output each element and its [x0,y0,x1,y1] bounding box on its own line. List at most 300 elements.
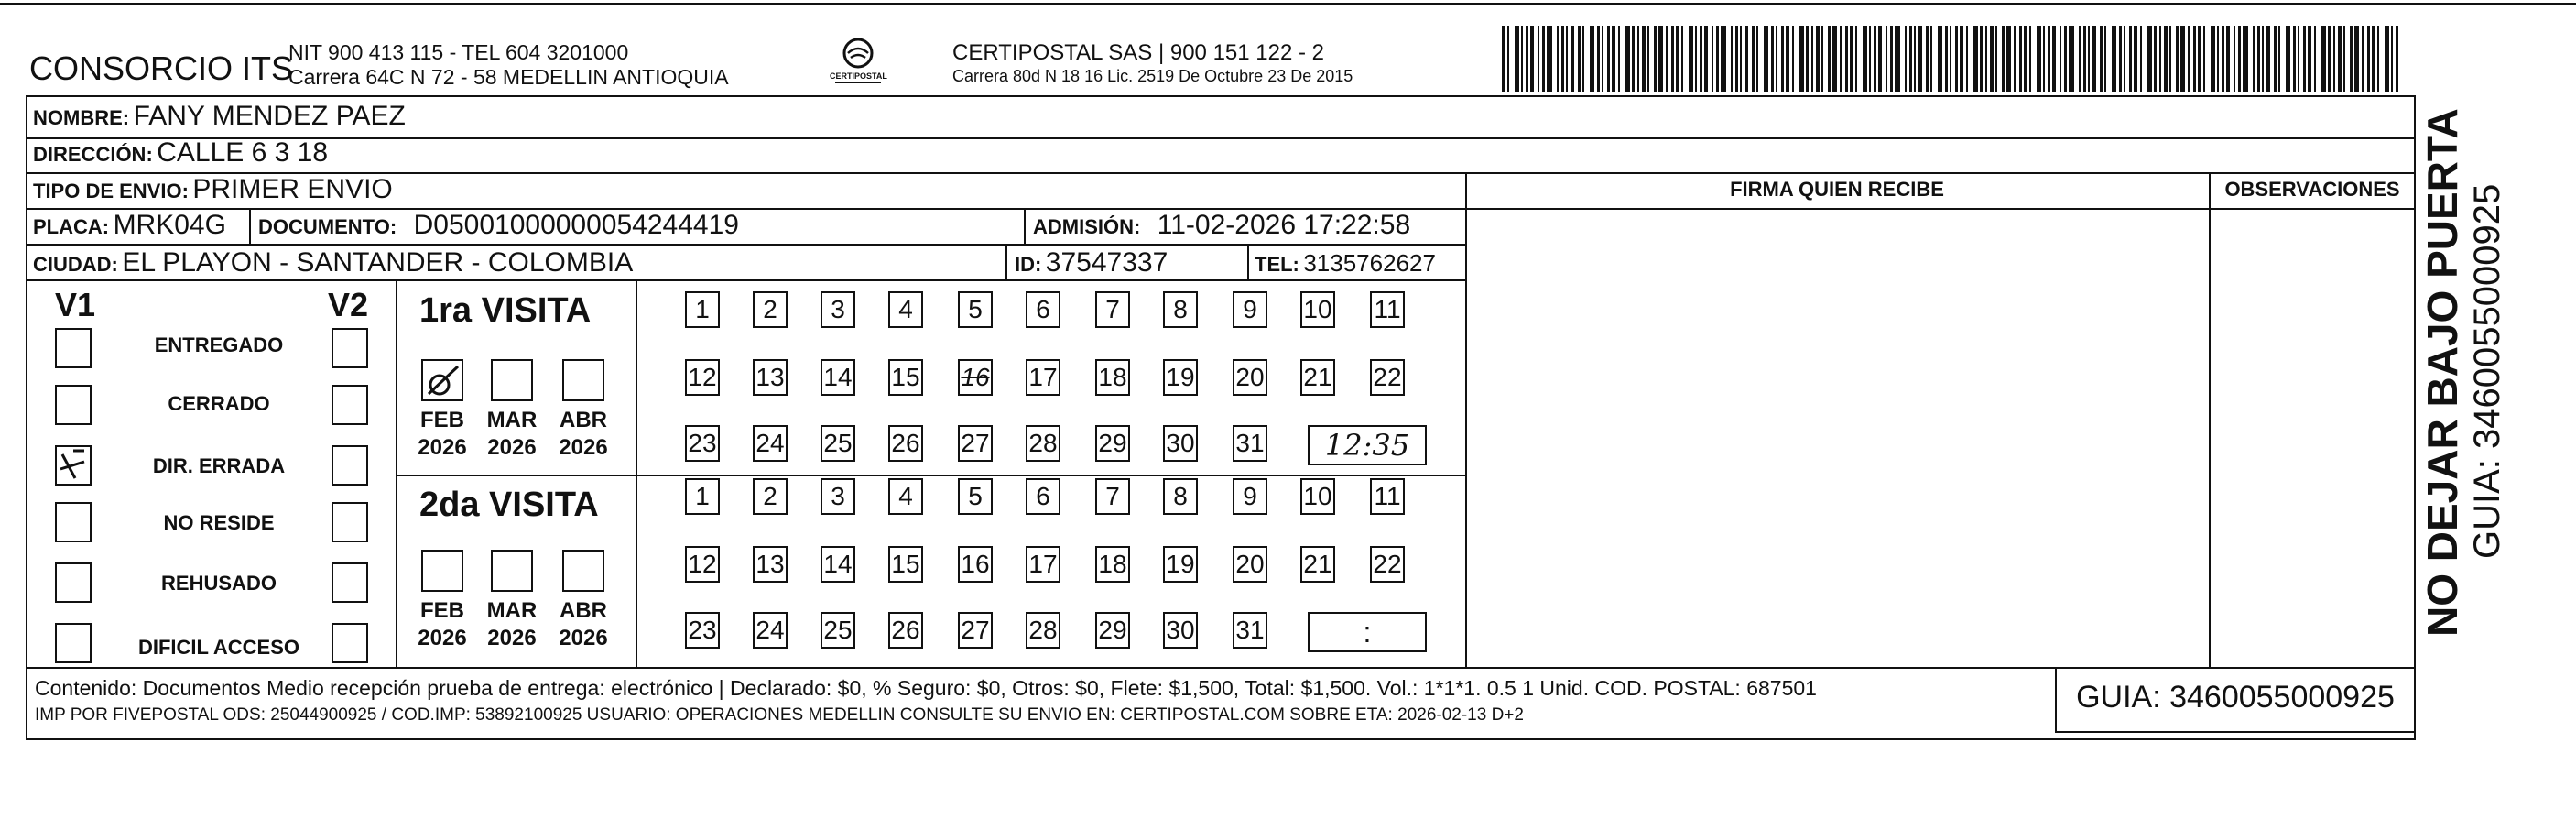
v2-checkbox-rehusado[interactable] [332,562,368,603]
v2-checkbox-dificil-acceso[interactable] [332,623,368,663]
barcode-bar [2377,26,2379,92]
barcode-bar [1740,26,1742,92]
barcode-bar [1938,26,1942,92]
barcode-bar [1526,26,1528,92]
second-visit-month-abr[interactable] [562,550,604,592]
barcode-bar [2092,26,2096,92]
second-visit-day-8[interactable]: 8 [1163,478,1198,515]
barcode-bar [2043,26,2045,92]
barcode-bar [2298,26,2299,92]
observaciones-area[interactable] [2211,209,2414,667]
barcode-bar [2134,26,2137,92]
admision-label: ADMISIÓN: [1033,215,1141,238]
tipo-value: PRIMER ENVIO [192,174,393,204]
barcode-bar [2006,26,2011,92]
barcode-bar [1566,26,1568,92]
barcode-bar [2391,26,2393,92]
barcode-bar [1886,26,1887,92]
first-visit-day-3[interactable]: 3 [821,291,855,328]
barcode-bar [2100,26,2103,92]
barcode-bar [2088,26,2090,92]
barcode-bar [1764,26,1768,92]
second-visit-month-feb[interactable] [421,550,463,592]
company-address: Carrera 64C N 72 - 58 MEDELLIN ANTIOQUIA [288,65,729,89]
barcode-bar [2198,26,2201,92]
first-visit-day-2[interactable]: 2 [753,291,788,328]
second-visit-day-28[interactable]: 28 [1026,612,1060,649]
v1-checkbox-cerrado[interactable] [55,385,92,425]
barcode-bar [1985,26,1987,92]
barcode-bar [1890,26,1893,92]
barcode-bar [2147,26,2152,92]
second-visit-day-2[interactable]: 2 [753,478,788,515]
barcode-bar [1704,26,1708,92]
barcode-bar [2372,26,2375,92]
barcode-bar [2104,26,2106,92]
observaciones-header: OBSERVACIONES [2224,178,2400,201]
barcode-bar [2257,26,2260,92]
barcode-bar [1618,26,1620,92]
barcode-bar [1590,26,1594,92]
barcode-bar [1632,26,1635,92]
first-month-label-feb: FEB 2026 [418,408,467,460]
barcode-bar [1828,26,1831,92]
barcode-bar [1771,26,1774,92]
barcode-bar [2396,26,2398,92]
barcode-bar [2354,26,2359,92]
barcode-bar [1926,26,1929,92]
check-mark-icon [423,361,462,399]
second-visit-day-9[interactable]: 9 [1233,478,1267,515]
second-visit-day-19[interactable]: 19 [1163,546,1198,583]
barcode-bar [1658,26,1663,92]
first-visit-day-9[interactable]: 9 [1233,291,1267,328]
second-visit-day-21[interactable]: 21 [1300,546,1335,583]
v1-checkbox-dir-errada[interactable] [55,445,92,486]
checkmark-icon [57,447,90,484]
second-visit-day-31[interactable]: 31 [1233,612,1267,649]
first-visit-day-16[interactable]: 16 [958,359,993,396]
barcode-bar [1850,26,1853,92]
barcode-bar [1681,26,1683,92]
barcode-bar [1637,26,1639,92]
tel-label: TEL: [1255,253,1299,276]
ciudad-row [33,247,633,278]
direccion-row [33,137,328,169]
barcode-bar [1689,26,1693,92]
barcode-bar [1502,26,1505,92]
carrier-name: CERTIPOSTAL SAS | 900 151 122 - 2 [952,40,1324,65]
certipostal-logo [826,35,890,92]
barcode-bar [2243,26,2248,92]
reason-entregado: ENTREGADO [154,333,284,356]
direccion-label: DIRECCIÓN: [33,143,153,166]
barcode-bar [1671,26,1674,92]
barcode-bar [1530,26,1534,92]
first-visit-day-27[interactable]: 27 [958,425,993,462]
first-visit-day-23[interactable]: 23 [685,425,720,462]
barcode-bar [1930,26,1932,92]
v1-checkbox-rehusado[interactable] [55,562,92,603]
barcode-bar [2328,26,2331,92]
barcode-bar [2069,26,2074,92]
barcode-bar [2211,26,2215,92]
barcode-bar [1731,26,1733,92]
first-visit-day-29[interactable]: 29 [1095,425,1130,462]
side-guia: GUIA: 3460055000925 [2467,183,2507,559]
barcode-bar [1571,26,1574,92]
barcode-bar [1832,26,1837,92]
first-visit-day-30[interactable]: 30 [1163,425,1198,462]
barcode-bar [1909,26,1912,92]
barcode-bar [1582,26,1584,92]
second-visit-day-18[interactable]: 18 [1095,546,1130,583]
placa-label: PLACA: [33,215,110,238]
first-month-label-mar: MAR 2026 [486,408,538,460]
barcode-bar [1955,26,1958,92]
first-visit-day-18[interactable]: 18 [1095,359,1130,396]
first-visit-day-20[interactable]: 20 [1233,359,1267,396]
barcode-bar [2048,26,2050,92]
barcode-bar [1869,26,1871,92]
barcode-bar [2262,26,2264,92]
barcode-bar [2014,26,2016,92]
barcode-bar [1855,26,1857,92]
second-visit-day-17[interactable]: 17 [1026,546,1060,583]
second-visit-day-16[interactable]: 16 [958,546,993,583]
barcode-bar [2164,26,2168,92]
barcode-bar [1973,26,1978,92]
barcode-bar [1538,26,1539,92]
v2-checkbox-dir-errada[interactable] [332,445,368,486]
firma-header: FIRMA QUIEN RECIBE [1730,178,1944,201]
barcode-bar [2029,26,2031,92]
barcode-bar [1816,26,1820,92]
first-visit-day-15[interactable]: 15 [888,359,923,396]
id-value: 37547337 [1045,247,1168,278]
second-month-label-feb: FEB 2026 [418,598,467,650]
first-visit-month-mar[interactable] [491,359,533,401]
barcode-bar [1895,26,1900,92]
first-month-label-abr: ABR 2026 [559,408,608,460]
second-visit-day-14[interactable]: 14 [821,546,855,583]
ciudad-value: EL PLAYON - SANTANDER - COLOMBIA [122,247,634,278]
barcode-bar [1806,26,1809,92]
first-visit-day-7[interactable]: 7 [1095,291,1130,328]
nombre-value: FANY MENDEZ PAEZ [133,101,406,131]
first-visit-day-26[interactable]: 26 [888,425,923,462]
second-visit-day-1[interactable]: 1 [685,478,720,515]
barcode-bar [1914,26,1916,92]
first-visit-day-12[interactable]: 12 [685,359,720,396]
v2-header: V2 [328,286,369,323]
barcode-bar [2112,26,2116,92]
first-visit-day-6[interactable]: 6 [1026,291,1060,328]
top-border [0,3,2576,5]
barcode-bar [2238,26,2241,92]
barcode-bar [1654,26,1657,92]
tel-row [1255,249,1436,278]
second-visit-day-25[interactable]: 25 [821,612,855,649]
reason-cerrado: CERRADO [168,392,270,415]
id-row [1015,247,1168,278]
barcode-bar [1557,26,1559,92]
placa-value: MRK04G [113,210,226,240]
barcode-bar [2286,26,2290,92]
admision-value: 11-02-2026 17:22:58 [1157,210,1411,240]
barcode-bar [2193,26,2196,92]
second-visit-day-15[interactable]: 15 [888,546,923,583]
barcode-bar [2037,26,2041,92]
barcode-bar [1960,26,1963,92]
logo-text: CERTIPOSTAL [830,71,887,81]
barcode-bar [1642,26,1646,92]
barcode-bar [2343,26,2345,92]
barcode-bar [1950,26,1951,92]
barcode-bar [2169,26,2171,92]
barcode-bar [2060,26,2061,92]
barcode-bar [2338,26,2342,92]
first-visit-day-10[interactable]: 10 [1300,291,1335,328]
barcode-bar [2321,26,2326,92]
footer-print-info: IMP POR FIVEPOSTAL ODS: 25044900925 / COD.IMP: 53892100925 USUARIO: OPERACIONES MEDELLIN CONSULTE SU ENVIO EN: CERTIPOSTAL.COM SOBRE ETA: 2026-02-13 D+2 [35,705,1524,725]
company-name: CONSORCIO ITS [29,49,294,87]
tel-value: 3135762627 [1303,249,1436,277]
barcode-bar [1863,26,1867,92]
barcode-bar [2024,26,2027,92]
v2-checkbox-cerrado[interactable] [332,385,368,425]
carrier-license: Carrera 80d N 18 16 Lic. 2519 De Octubre 23 De 2015 [952,67,1353,85]
barcode-bar [1735,26,1738,92]
barcode-bar [1676,26,1679,92]
barcode-bar [1507,26,1509,92]
first-visit-day-1[interactable]: 1 [685,291,720,328]
first-visit-day-11[interactable]: 11 [1370,291,1405,328]
barcode-bar [1840,26,1842,92]
barcode-bar [2333,26,2335,92]
second-visit-day-13[interactable]: 13 [753,546,788,583]
barcode-bar [1561,26,1564,92]
second-month-label-mar: MAR 2026 [486,598,538,650]
barcode-bar [1578,26,1581,92]
barcode-bar [1786,26,1789,92]
barcode-bar [2222,26,2224,92]
barcode-bar [1602,26,1603,92]
barcode-bar [2154,26,2157,92]
barcode-bar [1515,26,1519,92]
barcode-bar [2052,26,2056,92]
tipo-label: TIPO DE ENVIO: [33,180,189,202]
first-visit-day-31[interactable]: 31 [1233,425,1267,462]
barcode-bar [2362,26,2364,92]
v1-checkbox-entregado[interactable] [55,328,92,368]
barcode-bar [2266,26,2270,92]
second-visit-title: 2da VISITA [419,486,599,524]
barcode-bar [1799,26,1804,92]
barcode-bar [2176,26,2179,92]
first-visit-title: 1ra VISITA [419,291,592,330]
company-nit: NIT 900 413 115 - TEL 604 3201000 [288,40,629,64]
barcode-bar [1612,26,1615,92]
placa-row [33,210,226,241]
reason-no-reside: NO RESIDE [163,511,275,534]
barcode-bar [2274,26,2277,92]
first-visit-day-5[interactable]: 5 [958,291,993,328]
barcode-bar [2253,26,2255,92]
second-visit-time[interactable]: : [1308,612,1427,652]
first-visit-day-4[interactable]: 4 [888,291,923,328]
first-visit-day-28[interactable]: 28 [1026,425,1060,462]
barcode-bar [1918,26,1922,92]
second-visit-day-3[interactable]: 3 [821,478,855,515]
barcode-bar [2064,26,2067,92]
barcode-bar [2303,26,2306,92]
tipo-row [33,174,393,205]
v2-checkbox-no-reside[interactable] [332,502,368,542]
second-visit-day-26[interactable]: 26 [888,612,923,649]
barcode-bar [1995,26,1997,92]
barcode-bar [2226,26,2230,92]
first-visit-time[interactable]: 12:35 [1308,425,1427,465]
second-visit-day-24[interactable]: 24 [753,612,788,649]
first-visit-day-21[interactable]: 21 [1300,359,1335,396]
second-visit-day-29[interactable]: 29 [1095,612,1130,649]
barcode-bar [1721,26,1726,92]
barcode-bar [1542,26,1545,92]
second-visit-day-6[interactable]: 6 [1026,478,1060,515]
barcode-bar [1980,26,1983,92]
barcode-bar [2124,26,2125,92]
v1-checkbox-dificil-acceso[interactable] [55,623,92,663]
v1-header: V1 [55,286,96,323]
second-visit-month-mar[interactable] [491,550,533,592]
documento-row [258,210,739,241]
barcode-bar [2203,26,2205,92]
barcode-bar [1745,26,1748,92]
barcode-bar [1878,26,1882,92]
barcode-bar [2159,26,2161,92]
second-visit-day-4[interactable]: 4 [888,478,923,515]
second-visit-day-27[interactable]: 27 [958,612,993,649]
id-label: ID: [1015,253,1042,276]
side-warning: NO DEJAR BAJO PUERTA [2418,108,2466,637]
barcode-bar [2140,26,2142,92]
barcode-bar [1945,26,1948,92]
barcode-bar [1700,26,1702,92]
barcode-bar [2278,26,2280,92]
second-visit-day-23[interactable]: 23 [685,612,720,649]
barcode-bar [1547,26,1552,92]
second-visit-day-30[interactable]: 30 [1163,612,1198,649]
first-visit-day-19[interactable]: 19 [1163,359,1198,396]
barcode-bar [1776,26,1777,92]
first-visit-month-feb[interactable] [421,359,463,401]
first-visit-month-abr[interactable] [562,359,604,401]
barcode-bar [2350,26,2353,92]
barcode-bar [1821,26,1823,92]
second-visit-day-22[interactable]: 22 [1370,546,1405,583]
barcode-bar [1845,26,1848,92]
barcode-bar [1874,26,1876,92]
barcode-bar [1695,26,1697,92]
second-visit-day-7[interactable]: 7 [1095,478,1130,515]
second-visit-day-12[interactable]: 12 [685,546,720,583]
first-visit-day-8[interactable]: 8 [1163,291,1198,328]
barcode-bar [2188,26,2190,92]
barcode-bar [2119,26,2122,92]
documento-value: D05001000000054244419 [413,210,739,240]
reason-rehusado: REHUSADO [161,572,277,595]
first-visit-day-25[interactable]: 25 [821,425,855,462]
barcode-bar [1521,26,1523,92]
footer-guia: GUIA: 3460055000925 [2076,680,2395,715]
barcode-bar [2079,26,2081,92]
barcode-bar [2308,26,2311,92]
barcode-bar [2002,26,2005,92]
admision-row [1033,210,1410,241]
footer-content: Contenido: Documentos Medio recepción prueba de entrega: electrónico | Declarado: $0, % Seguro: $0, Otros: $0, Flete: $1,500, Total: $1,500. Vol.: 1*1*1. 0.5 1 Unid. COD. POSTAL: 687501 [35,676,1817,700]
barcode-bar [1666,26,1668,92]
firma-area[interactable] [1465,209,2209,667]
barcode-bar [1712,26,1713,92]
barcode-bar [2367,26,2370,92]
barcode-bar [1905,26,1907,92]
first-visit-day-17[interactable]: 17 [1026,359,1060,396]
second-visit-day-5[interactable]: 5 [958,478,993,515]
second-visit-day-10[interactable]: 10 [1300,478,1335,515]
direccion-value: CALLE 6 3 18 [157,137,329,168]
barcode-bar [1781,26,1784,92]
v1-checkbox-no-reside[interactable] [55,502,92,542]
barcode-bar [2019,26,2022,92]
second-month-label-abr: ABR 2026 [559,598,608,650]
first-visit-day-14[interactable]: 14 [821,359,855,396]
barcode-bar [2293,26,2296,92]
reason-dificil-acceso: DIFICIL ACCESO [137,636,299,659]
barcode-bar [1716,26,1719,92]
barcode-bar [1607,26,1610,92]
barcode-bar [1756,26,1758,92]
barcode-bar [1811,26,1813,92]
barcode [1502,26,2418,92]
barcode-bar [1625,26,1630,92]
ciudad-label: CIUDAD: [33,253,118,276]
barcode-bar [1792,26,1794,92]
second-visit-day-20[interactable]: 20 [1233,546,1267,583]
nombre-row [33,101,406,132]
barcode-bar [2217,26,2219,92]
barcode-bar [1990,26,1994,92]
barcode-bar [1647,26,1649,92]
nombre-label: NOMBRE: [33,106,130,129]
first-visit-day-22[interactable]: 22 [1370,359,1405,396]
first-visit-day-13[interactable]: 13 [753,359,788,396]
documento-label: DOCUMENTO: [258,215,397,238]
barcode-bar [2385,26,2389,92]
first-visit-day-24[interactable]: 24 [753,425,788,462]
barcode-bar [2234,26,2235,92]
v2-checkbox-entregado[interactable] [332,328,368,368]
reason-dir-errada: DIR. ERRADA [152,454,286,477]
second-visit-day-11[interactable]: 11 [1370,478,1405,515]
barcode-bar [1966,26,1968,92]
barcode-bar [1597,26,1600,92]
barcode-bar [2180,26,2185,92]
barcode-bar [2083,26,2086,92]
barcode-bar [2129,26,2132,92]
barcode-bar [1752,26,1755,92]
barcode-bar [2314,26,2316,92]
